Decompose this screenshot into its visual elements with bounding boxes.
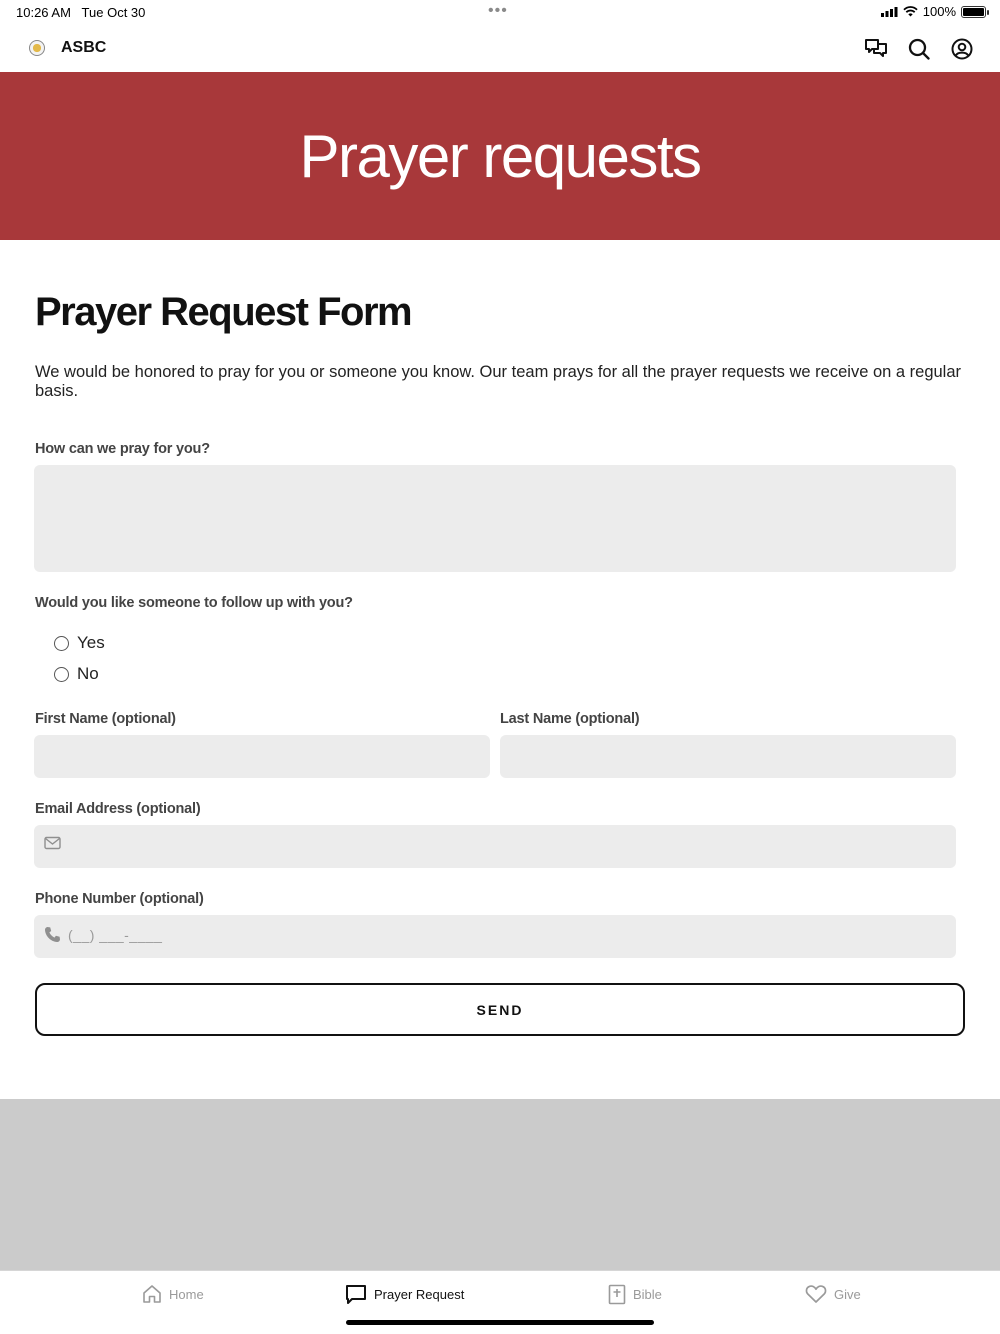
prayer-textarea[interactable] bbox=[34, 465, 956, 572]
battery-icon bbox=[961, 6, 986, 18]
home-indicator bbox=[346, 1320, 654, 1325]
email-label: Email Address (optional) bbox=[35, 801, 201, 817]
footer-area bbox=[0, 1099, 1000, 1270]
first-name-label: First Name (optional) bbox=[35, 711, 176, 727]
last-name-field[interactable] bbox=[500, 735, 956, 778]
battery-percent: 100% bbox=[922, 4, 956, 19]
phone-label: Phone Number (optional) bbox=[35, 891, 204, 907]
hero-banner bbox=[0, 72, 1000, 240]
tab-prayer-request[interactable] bbox=[345, 1284, 464, 1305]
envelope-icon bbox=[44, 836, 61, 855]
email-field[interactable] bbox=[34, 825, 956, 868]
status-indicators bbox=[881, 4, 986, 19]
tab-bible-label: Bible bbox=[633, 1287, 662, 1302]
app-title[interactable]: ASBC bbox=[61, 39, 107, 56]
phone-placeholder: (__) ___-____ bbox=[68, 927, 163, 943]
account-icon[interactable] bbox=[949, 36, 974, 61]
tab-prayer-request-label: Prayer Request bbox=[374, 1287, 465, 1302]
tab-give[interactable] bbox=[805, 1284, 861, 1304]
header-actions bbox=[863, 36, 974, 61]
cellular-signal-icon bbox=[881, 7, 898, 17]
last-name-label: Last Name (optional) bbox=[500, 711, 640, 727]
prayer-label: How can we pray for you? bbox=[35, 441, 210, 457]
form-intro: We would be honored to pray for you or someone you know. Our team prays for all the prayer requests we receive on a regular basis. bbox=[35, 363, 962, 400]
status-bar bbox=[0, 0, 1000, 24]
tab-home-label: Home bbox=[169, 1286, 204, 1302]
church-logo-icon[interactable] bbox=[29, 40, 45, 56]
home-icon bbox=[142, 1284, 162, 1304]
radio-label-no: No bbox=[77, 664, 99, 683]
send-button[interactable]: SEND bbox=[35, 983, 965, 1036]
app-header bbox=[0, 24, 1000, 72]
tab-home[interactable] bbox=[142, 1284, 204, 1304]
follow-up-option-yes[interactable] bbox=[54, 633, 105, 653]
bible-icon bbox=[608, 1284, 626, 1305]
tab-bible[interactable] bbox=[608, 1284, 662, 1305]
hero-title: Prayer requests bbox=[299, 122, 701, 190]
wifi-icon bbox=[903, 6, 918, 17]
status-time: 10:26 AM Tue Oct 30 bbox=[16, 5, 146, 20]
multitasking-dots-icon[interactable]: ••• bbox=[488, 2, 508, 19]
phone-field[interactable] bbox=[34, 915, 956, 958]
follow-up-label: Would you like someone to follow up with you? bbox=[35, 595, 353, 611]
first-name-field[interactable] bbox=[34, 735, 490, 778]
chat-icon[interactable] bbox=[863, 36, 888, 61]
radio-button-yes[interactable] bbox=[54, 636, 69, 651]
radio-button-no[interactable] bbox=[54, 667, 69, 682]
heart-icon bbox=[805, 1284, 827, 1304]
radio-label-yes: Yes bbox=[77, 633, 105, 652]
search-icon[interactable] bbox=[906, 36, 931, 61]
form-title: Prayer Request Form bbox=[35, 290, 412, 334]
phone-icon bbox=[44, 926, 61, 948]
tab-give-label: Give bbox=[834, 1286, 861, 1302]
chat-bubble-icon bbox=[345, 1284, 367, 1305]
follow-up-option-no[interactable] bbox=[54, 664, 99, 684]
